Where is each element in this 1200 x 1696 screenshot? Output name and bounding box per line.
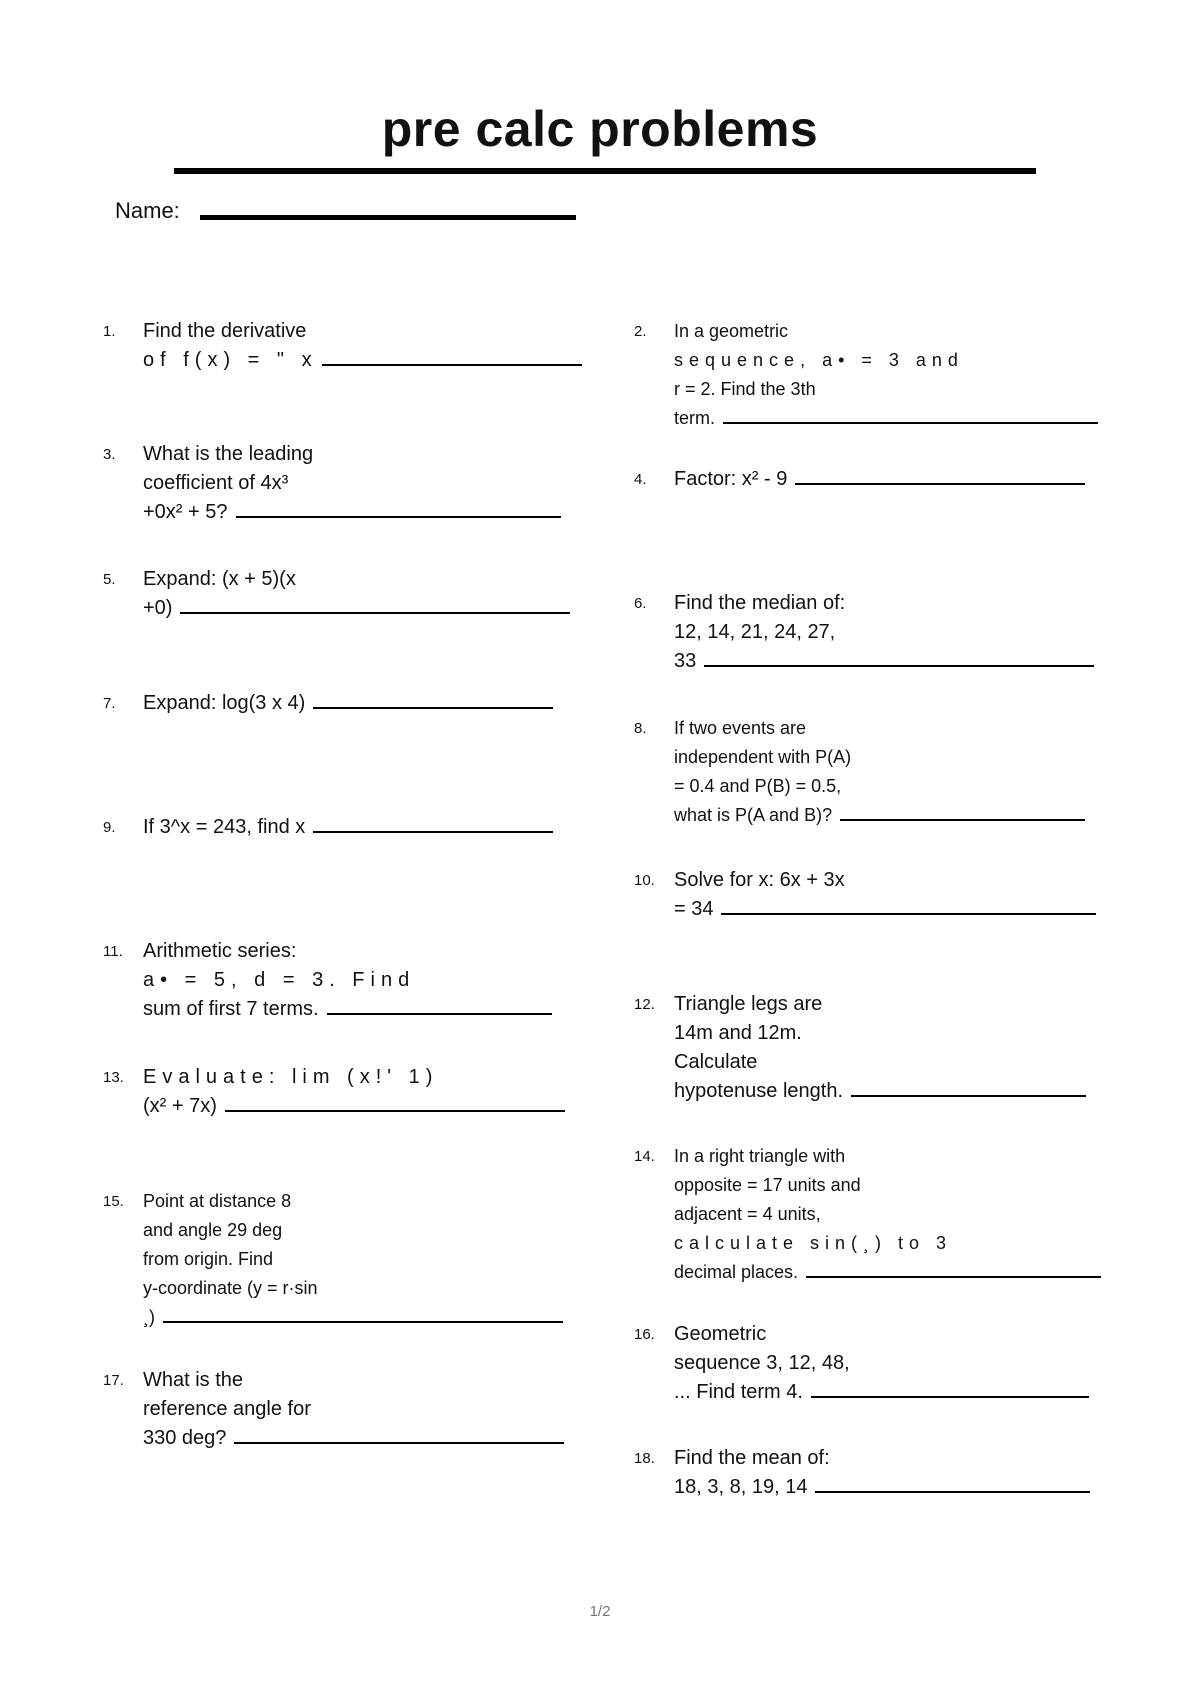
answer-line-10[interactable] [721,913,1096,915]
answer-line-8[interactable] [840,819,1085,821]
problem-number: 14. [634,1148,655,1165]
answer-line-4[interactable] [795,483,1085,485]
answer-line-17[interactable] [234,1442,564,1444]
page-title: pre calc problems [381,101,819,157]
problem-15: 15. Point at distance 8 and angle 29 deg from origin. Find y-coordinate (y = r·sin ¸) [143,1187,583,1332]
problem-number: 7. [103,695,116,712]
answer-line-7[interactable] [313,707,553,709]
answer-line-14[interactable] [806,1276,1101,1278]
answer-line-2[interactable] [723,422,1098,424]
problem-5: 5. Expand: (x + 5)(x +0) [143,565,583,623]
problem-18: 18. Find the mean of: 18, 3, 8, 19, 14 [674,1444,1114,1502]
problem-number: 2. [634,323,647,340]
answer-line-5[interactable] [180,612,570,614]
problem-number: 3. [103,446,116,463]
problem-3: 3. What is the leading coefficient of 4x³ +0x² + 5? [143,440,583,527]
problem-number: 15. [103,1193,124,1210]
name-answer-line[interactable] [200,215,576,220]
problem-number: 10. [634,872,655,889]
problem-number: 6. [634,595,647,612]
problem-9: 9. If 3^x = 243, find x [143,813,583,842]
problem-number: 1. [103,323,116,340]
problem-number: 18. [634,1450,655,1467]
problem-number: 4. [634,471,647,488]
problem-number: 11. [103,943,123,960]
problem-number: 16. [634,1326,655,1343]
answer-line-13[interactable] [225,1110,565,1112]
problem-number: 5. [103,571,116,588]
problem-17: 17. What is the reference angle for 330 deg? [143,1366,583,1453]
answer-line-16[interactable] [811,1396,1089,1398]
problem-6: 6. Find the median of: 12, 14, 21, 24, 27, 33 [674,589,1114,676]
problem-number: 13. [103,1069,124,1086]
answer-line-6[interactable] [704,665,1094,667]
answer-line-3[interactable] [236,516,561,518]
answer-line-15[interactable] [163,1321,563,1323]
problem-16: 16. Geometric sequence 3, 12, 48, ... Find term 4. [674,1320,1114,1407]
problem-number: 12. [634,996,655,1013]
name-label: Name: [115,198,180,223]
problem-10: 10. Solve for x: 6x + 3x = 34 [674,866,1114,924]
answer-line-12[interactable] [851,1095,1086,1097]
page-number: 1/2 [589,1603,611,1620]
problem-number: 8. [634,720,647,737]
problem-2: 2. In a geometric sequence, a• = 3 and r = 2. Find the 3th term. [674,317,1114,433]
problem-11: 11. Arithmetic series: a• = 5, d = 3. Find sum of first 7 terms. [143,937,583,1024]
problem-8: 8. If two events are independent with P(A) = 0.4 and P(B) = 0.5, what is P(A and B)? [674,714,1114,830]
problem-number: 17. [103,1372,124,1389]
problem-12: 12. Triangle legs are 14m and 12m. Calculate hypotenuse length. [674,990,1114,1106]
problem-7: 7. Expand: log(3 x 4) [143,689,583,718]
problem-number: 9. [103,819,116,836]
problem-1: 1. Find the derivative of f(x) = " x [143,317,583,375]
answer-line-18[interactable] [815,1491,1090,1493]
title-rule [174,168,1036,174]
answer-line-9[interactable] [313,831,553,833]
answer-line-11[interactable] [327,1013,552,1015]
problem-4: 4. Factor: x² - 9 [674,465,1114,494]
answer-line-1[interactable] [322,364,582,366]
problem-13: 13. Evaluate: lim (x!' 1) (x² + 7x) [143,1063,583,1121]
problem-14: 14. In a right triangle with opposite = 17 units and adjacent = 4 units, calculate sin(¸) to 3 decimal places. [674,1142,1114,1287]
